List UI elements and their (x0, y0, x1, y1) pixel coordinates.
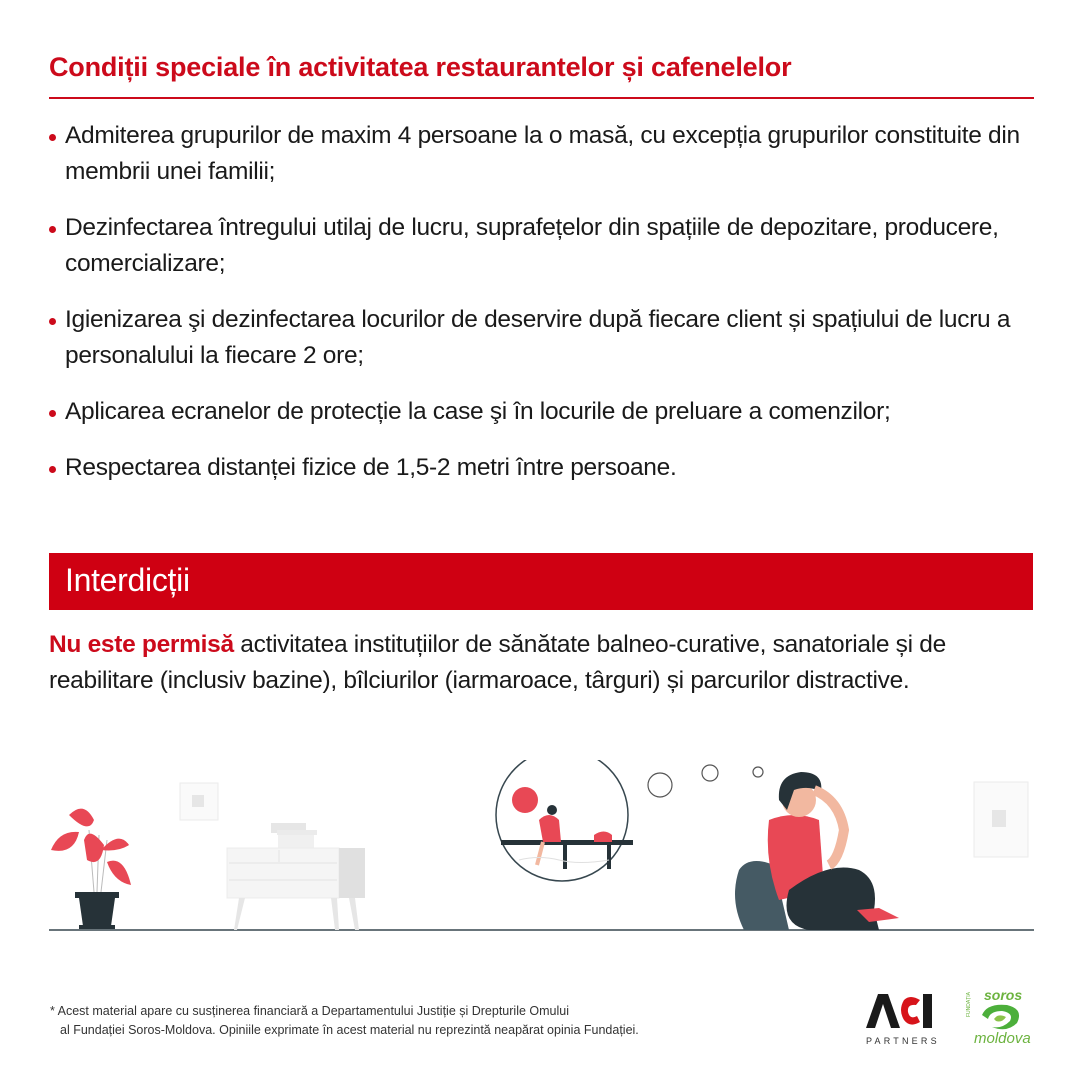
list-item-text: Respectarea distanței fizice de 1,5-2 metri între persoane. (65, 454, 677, 481)
soros-moldova-logo (962, 985, 1034, 1047)
emphasis-text: Nu este permisă (49, 631, 234, 658)
page-title: Condiții speciale în activitatea restaurantelor și cafenelelor (49, 52, 792, 82)
room-scene-illustration (49, 760, 1034, 940)
list-item-text: Aplicarea ecranelor de protecție la case şi în locurile de preluare a comenzilor; (65, 398, 891, 425)
prohibitions-text (49, 627, 1044, 699)
list-item (49, 394, 1044, 430)
bullet-dot-icon (49, 410, 56, 417)
list-item (49, 450, 1044, 486)
disclaimer-line-2: al Fundației Soros-Moldova. Opiniile exprimate în acest material nu reprezintă neapărat opinia Fundației. (60, 1023, 639, 1037)
list-item-text: Igienizarea şi dezinfectarea locurilor de deservire după fiecare client și spațiului de lucru a personalului la fiecare 2 ore; (65, 306, 1011, 369)
title-divider (49, 97, 1034, 99)
aci-logo-icon (862, 990, 944, 1048)
bullet-dot-icon (49, 226, 56, 233)
dream-bubble-icon (496, 760, 763, 881)
bullet-dot-icon (49, 318, 56, 325)
svg-text:moldova: moldova (974, 1030, 1031, 1047)
disclaimer-line-1: * Acest material apare cu susținerea financiară a Departamentului Justiție și Drepturile Omului (50, 1004, 569, 1018)
list-item (49, 118, 1044, 190)
illustration (49, 760, 1034, 940)
prohibitions-banner (49, 553, 1033, 610)
sad-woman-icon (735, 772, 899, 930)
conditions-list (49, 118, 1044, 506)
section-title: Interdicții (65, 562, 190, 598)
funding-disclaimer (50, 1002, 639, 1040)
svg-text:FUNDAȚIA: FUNDAȚIA (966, 992, 972, 1017)
aci-partners-logo (862, 990, 944, 1048)
bullet-dot-icon (49, 134, 56, 141)
body-text: activitatea instituțiilor de sănătate balneo-curative, sanatoriale și de reabilitare (inclusiv bazine), bîlciurilor (iarmaroace, târguri) și parcurilor distractive. (49, 631, 946, 694)
list-item (49, 302, 1044, 374)
soros-logo-icon (962, 985, 1034, 1047)
svg-text:soros: soros (984, 987, 1023, 1003)
svg-text:PARTNERS: PARTNERS (866, 1036, 940, 1046)
list-item-text: Admiterea grupurilor de maxim 4 persoane la o masă, cu excepția grupurilor constituite din membrii unei familii; (65, 122, 1020, 185)
dresser-icon (227, 823, 365, 930)
plant-icon (51, 809, 131, 929)
list-item (49, 210, 1044, 282)
bullet-dot-icon (49, 466, 56, 473)
list-item-text: Dezinfectarea întregului utilaj de lucru, suprafețelor din spațiile de depozitare, producere, comercializare; (65, 214, 999, 277)
